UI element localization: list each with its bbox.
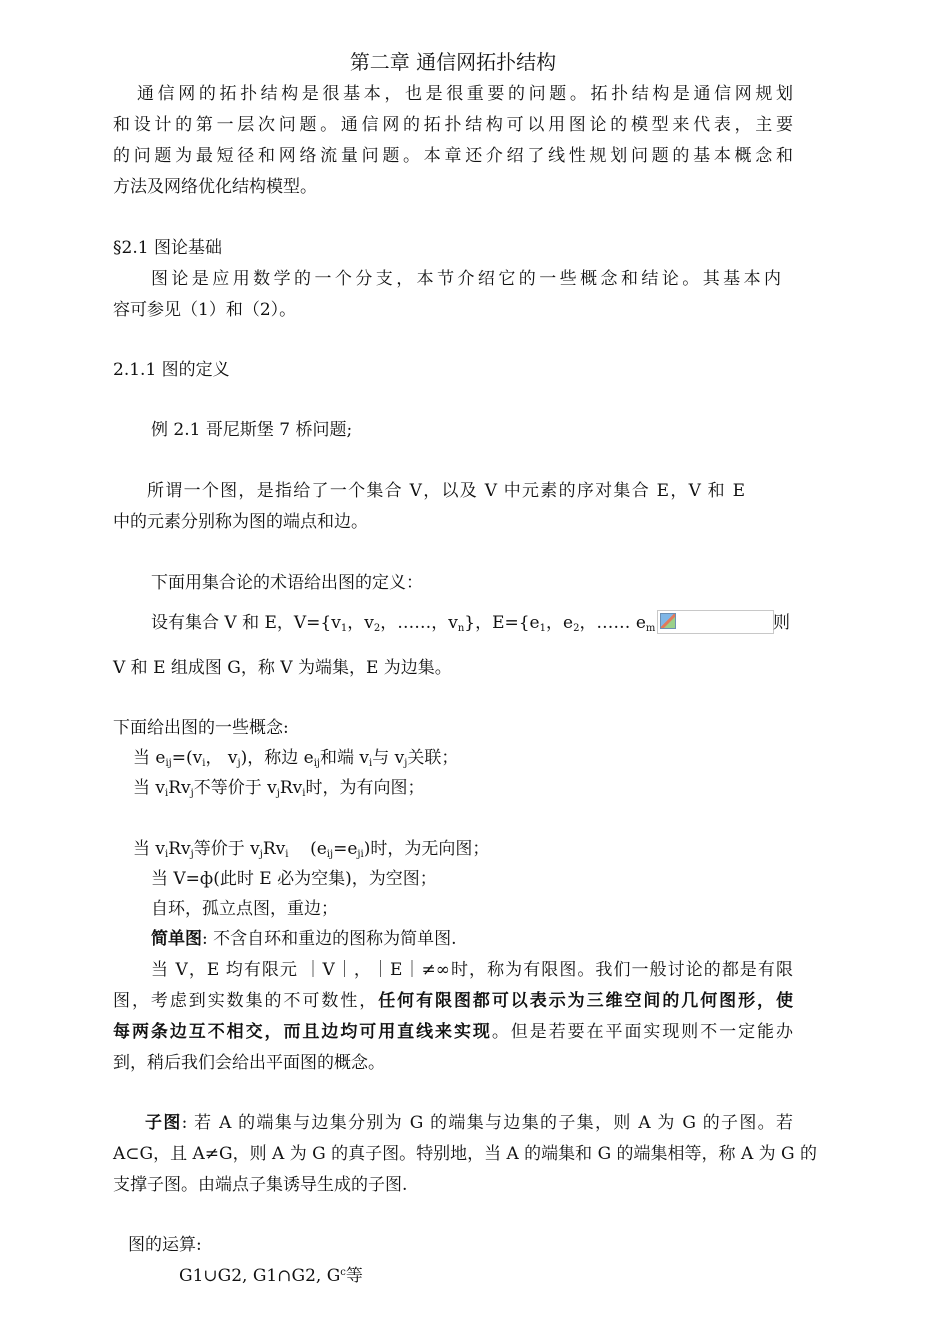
operations-expression: G1∪G2, G1∩G2, $G^c$等 xyxy=(179,1266,363,1286)
intro-line-4: 方法及网络优化结构模型。 xyxy=(113,177,317,197)
subgraph-line-3: 支撑子图。由端点子集诱导生成的子图. xyxy=(113,1175,408,1195)
intro-line-2: 和设计的第一层次问题。通信网的拓扑结构可以用图论的模型来代表，主要 xyxy=(113,115,793,135)
subgraph-line-2: A⊂G，且 A≠G，则 A 为 G 的真子图。特别地，当 A 的端集和 G 的端集相等，称 A 为 G 的 xyxy=(113,1144,818,1164)
graph-def-line-2: 中的元素分别称为图的端点和边。 xyxy=(113,512,368,532)
then-word: 则 xyxy=(773,613,790,633)
subsection-heading-2-1-1: 2.1.1 图的定义 xyxy=(113,360,230,380)
graph-def-line-1: 所谓一个图，是指给了一个集合 V，以及 V 中元素的序对集合 E，V 和 E xyxy=(147,481,745,501)
intro-line-1: 通信网的拓扑结构是很基本，也是很重要的问题。拓扑结构是通信网规划 xyxy=(137,84,793,104)
finite-line-1: 当 V，E 均有限元 ｜V｜，｜E｜≠∞时，称为有限图。我们一般讨论的都是有限 xyxy=(151,960,793,980)
example-2-1: 例 2.1 哥尼斯堡 7 桥问题; xyxy=(151,420,353,440)
concept-incidence: 当 $e_{ij}=(v_i$， $v_j$)，称边 $e_{ij}$和端 $v_i$与 $v_j$关联； xyxy=(133,748,459,769)
set-definition-line: 设有集合 V 和 E，$V=\{v_1$，$v_2$，……，$v_n$}，$E=\{e_1$，$e_2$，…… $e_m$ xyxy=(151,613,656,634)
concept-directed: 当 $v_iRv_j$不等价于 $v_jRv_i$时，为有向图； xyxy=(133,778,425,799)
concept-loops: 自环，孤立点图，重边； xyxy=(151,899,338,919)
concepts-heading: 下面给出图的一些概念: xyxy=(113,718,289,738)
finite-line-4: 到，稍后我们会给出平面图的概念。 xyxy=(113,1053,385,1073)
graph-def-conclusion: V 和 E 组成图 G，称 V 为端集，E 为边集。 xyxy=(113,658,452,678)
finite-line-3: 每两条边互不相交，而且边均可用直线来实现。但是若要在平面实现则不一定能办 xyxy=(113,1022,794,1042)
section-heading-2-1: §2.1 图论基础 xyxy=(113,238,222,258)
set-theory-intro: 下面用集合论的术语给出图的定义： xyxy=(151,573,423,593)
subgraph-line-1: 子图: 若 A 的端集与边集分别为 G 的端集与边集的子集，则 A 为 G 的子图。若 xyxy=(145,1113,794,1133)
section-2-1-line-1: 图论是应用数学的一个分支，本节介绍它的一些概念和结论。其基本内 xyxy=(151,269,781,289)
page-title: 第二章 通信网拓扑结构 xyxy=(349,50,557,74)
section-2-1-line-2: 容可参见（1）和（2）。 xyxy=(113,300,297,320)
finite-line-2: 图，考虑到实数集的不可数性，任何有限图都可以表示为三维空间的几何图形，使 xyxy=(113,991,794,1011)
broken-formula-image xyxy=(657,610,774,634)
concept-simple-graph: 简单图: 不含自环和重边的图称为简单图. xyxy=(151,929,457,949)
intro-line-3: 的问题为最短径和网络流量问题。本章还介绍了线性规划问题的基本概念和 xyxy=(113,146,793,166)
concept-empty-graph: 当 V=ф(此时 E 必为空集)，为空图； xyxy=(151,869,437,889)
operations-heading: 图的运算: xyxy=(128,1235,202,1255)
concept-undirected: 当 $v_iRv_j$等价于 $v_jRv_i$ $(e_{ij}=e_{ji})$时，为无向图； xyxy=(133,839,490,860)
broken-image-icon xyxy=(660,613,676,629)
